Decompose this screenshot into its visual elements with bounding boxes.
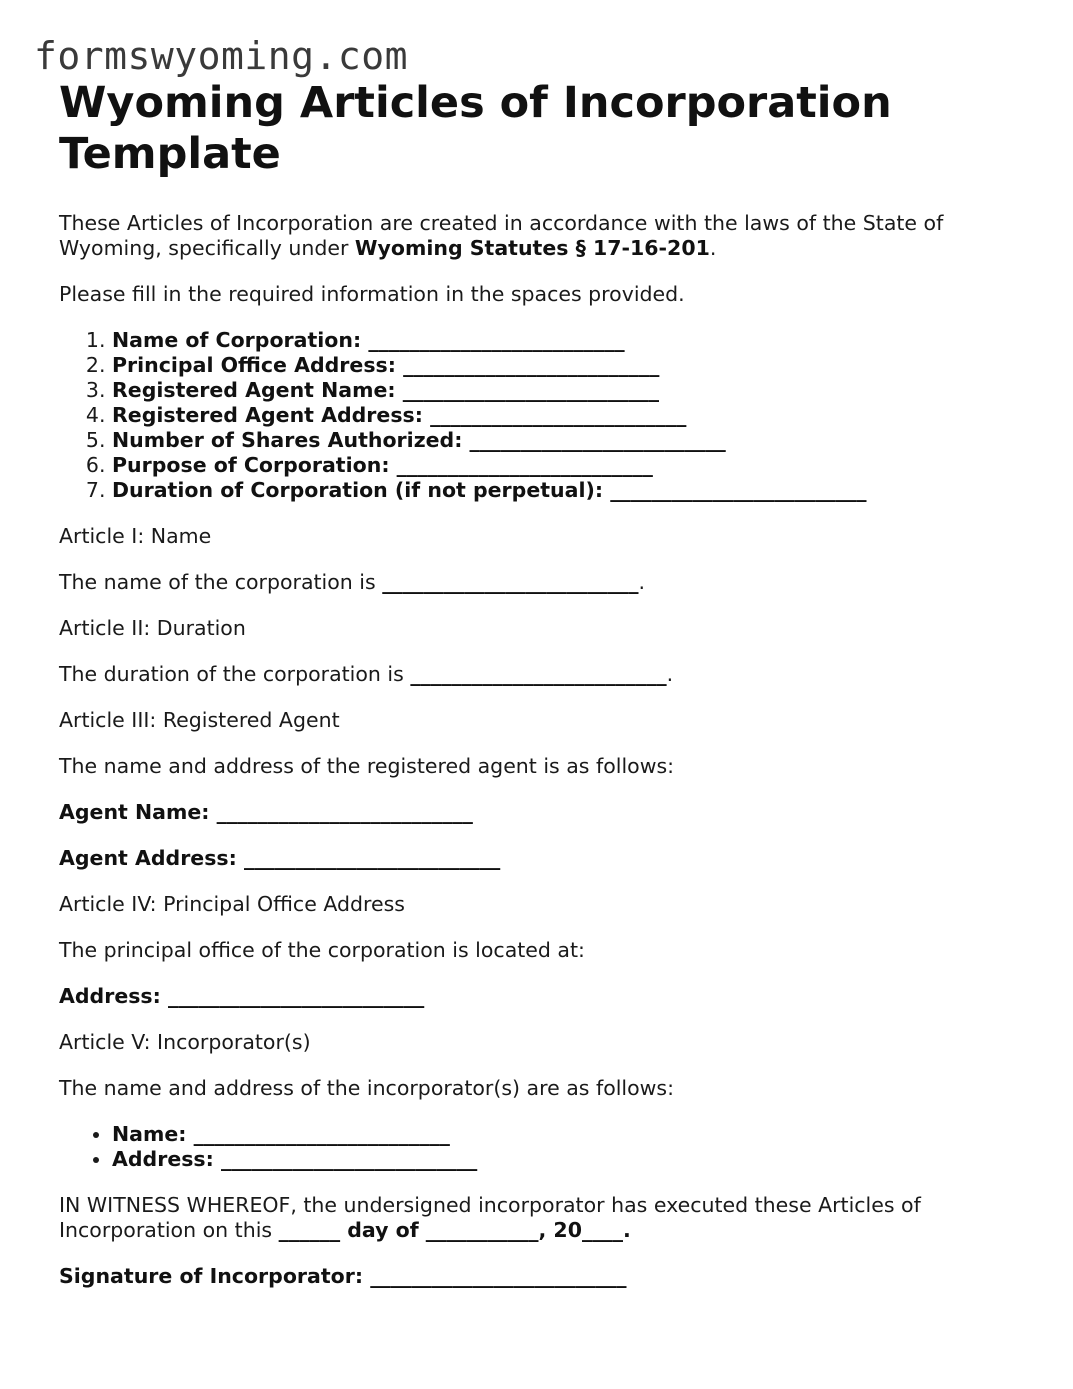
intro-text: These Articles of Incorporation are created in accordance with the laws of the State of Wyoming, specifically under bbox=[59, 211, 944, 260]
field-label: Principal Office Address: bbox=[112, 353, 396, 377]
incorporator-name-label: Name: bbox=[112, 1122, 187, 1146]
incorporator-name-item bbox=[112, 1122, 1019, 1147]
article-2-heading: Article II: Duration bbox=[59, 616, 246, 640]
article-4-heading: Article IV: Principal Office Address bbox=[59, 892, 405, 916]
period: . bbox=[622, 1218, 631, 1242]
required-fields-list bbox=[59, 328, 1019, 503]
article-1-sentence: The name of the corporation is bbox=[59, 570, 383, 594]
field-label: Registered Agent Address: bbox=[112, 403, 423, 427]
field-label: Duration of Corporation (if not perpetual): bbox=[112, 478, 604, 502]
article-1-heading: Article I: Name bbox=[59, 524, 212, 548]
incorporator-list bbox=[59, 1122, 1019, 1172]
article-3-heading: Article III: Registered Agent bbox=[59, 708, 340, 732]
intro-end: . bbox=[709, 236, 717, 260]
field-principal-office-address bbox=[112, 353, 1019, 378]
year-prefix: , 20 bbox=[538, 1218, 582, 1242]
incorporator-address-blank: _________________________ bbox=[220, 1147, 478, 1171]
article-3-text: The name and address of the registered agent is as follows: bbox=[59, 754, 675, 778]
incorporator-address-item bbox=[112, 1147, 1019, 1172]
article-5-heading: Article V: Incorporator(s) bbox=[59, 1030, 311, 1054]
watermark: formswyoming.com bbox=[34, 34, 409, 78]
document-page bbox=[59, 78, 1019, 1289]
field-purpose bbox=[112, 453, 1019, 478]
article-5-text: The name and address of the incorporator(s) are as follows: bbox=[59, 1076, 675, 1100]
year-blank: ____ bbox=[581, 1218, 623, 1242]
agent-address-line bbox=[59, 846, 1019, 871]
signature-blank: _________________________ bbox=[370, 1264, 627, 1288]
corporation-name-blank: _________________________ bbox=[382, 570, 639, 594]
field-blank: _________________________ bbox=[396, 453, 653, 477]
agent-name-label: Agent Name: bbox=[59, 800, 210, 824]
field-blank: _________________________ bbox=[402, 378, 659, 402]
article-4-text: The principal office of the corporation is located at: bbox=[59, 938, 585, 962]
signature-line bbox=[59, 1264, 1019, 1289]
field-blank: _________________________ bbox=[430, 403, 687, 427]
day-of-text: day of bbox=[340, 1218, 426, 1242]
incorporator-name-blank: _________________________ bbox=[193, 1122, 450, 1146]
field-registered-agent-name bbox=[112, 378, 1019, 403]
office-address-label: Address: bbox=[59, 984, 161, 1008]
agent-address-label: Agent Address: bbox=[59, 846, 237, 870]
signature-label: Signature of Incorporator: bbox=[59, 1264, 364, 1288]
witness-text: IN WITNESS WHEREOF, the undersigned incorporator has executed these Articles of Incorporation on this bbox=[59, 1193, 921, 1242]
month-blank: ___________ bbox=[425, 1218, 539, 1242]
office-address-line bbox=[59, 984, 1019, 1009]
statute-reference: Wyoming Statutes § 17-16-201 bbox=[354, 236, 710, 260]
witness-paragraph bbox=[59, 1193, 1019, 1243]
field-registered-agent-address bbox=[112, 403, 1019, 428]
agent-name-blank: _________________________ bbox=[216, 800, 473, 824]
incorporator-address-label: Address: bbox=[112, 1147, 214, 1171]
field-label: Registered Agent Name: bbox=[112, 378, 396, 402]
field-blank: _________________________ bbox=[610, 478, 867, 502]
field-duration bbox=[112, 478, 1019, 503]
instruction-text: Please fill in the required information in the spaces provided. bbox=[59, 282, 685, 306]
page-title: Wyoming Articles of Incorporation Template bbox=[59, 78, 892, 179]
agent-address-blank: _________________________ bbox=[243, 846, 501, 870]
field-label: Purpose of Corporation: bbox=[112, 453, 390, 477]
field-label: Name of Corporation: bbox=[112, 328, 362, 352]
field-blank: _________________________ bbox=[368, 328, 625, 352]
field-name-of-corporation bbox=[112, 328, 1019, 353]
field-blank: _________________________ bbox=[469, 428, 726, 452]
article-1-text bbox=[59, 570, 1019, 595]
period: . bbox=[638, 570, 645, 594]
field-blank: _________________________ bbox=[403, 353, 660, 377]
field-number-of-shares bbox=[112, 428, 1019, 453]
day-blank: ______ bbox=[278, 1218, 341, 1242]
duration-blank: _________________________ bbox=[410, 662, 667, 686]
field-label: Number of Shares Authorized: bbox=[112, 428, 463, 452]
agent-name-line bbox=[59, 800, 1019, 825]
office-address-blank: _________________________ bbox=[167, 984, 425, 1008]
article-2-sentence: The duration of the corporation is bbox=[59, 662, 411, 686]
period: . bbox=[666, 662, 674, 686]
article-2-text bbox=[59, 662, 1019, 687]
intro-paragraph bbox=[59, 211, 1019, 261]
